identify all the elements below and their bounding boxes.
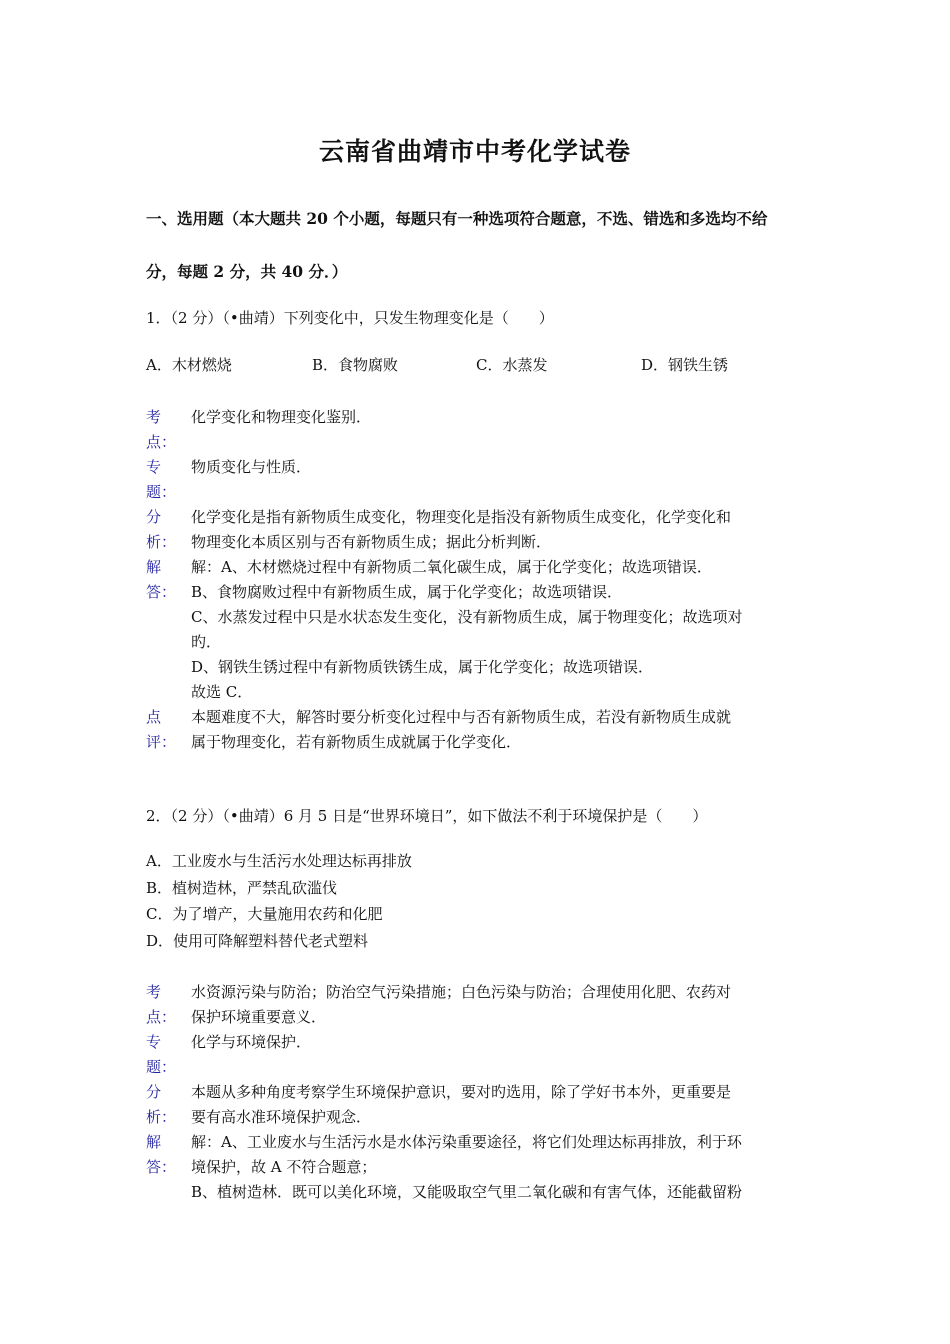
q1-zhuanti-text: 物质变化与性质．: [191, 458, 312, 476]
q1-option-b: B．食物腐败: [312, 356, 399, 374]
q2-fenxi-line: 要有高水准环境保护观念．: [191, 1108, 372, 1126]
question-2-analysis: [146, 980, 808, 1205]
q1-option-a: A．木材燃烧: [146, 356, 232, 374]
q2-option-a: A．工业废水与生活污水处理达标再排放: [146, 852, 412, 870]
q1-dianping-row: [146, 705, 808, 755]
q2-kaodian-row: [146, 980, 808, 1030]
q2-jieda-line: 解：A、工业废水与生活污水是水体污染重要途径，将它们处理达标再排放，利于环: [191, 1133, 742, 1151]
q2-option-d: D．使用可降解塑料替代老式塑料: [146, 931, 369, 950]
q1-fenxi-line: 化学变化是指有新物质生成变化，物理变化是指没有新物质生成变化，化学变化和: [191, 508, 732, 526]
q1-jieda-line: B、食物腐败过程中有新物质生成，属于化学变化；故选项错误．: [191, 583, 623, 601]
q2-jieda-line: B、植树造林．既可以美化环境，又能吸取空气里二氧化碳和有害气体，还能截留粉: [191, 1183, 743, 1201]
q1-jieda-row: [146, 555, 808, 705]
q2-zhuanti-row: [146, 1030, 808, 1080]
question-2-stem: 2．（2 分）（•曲靖）6 月 5 日是“世界环境日”，如下做法不利于环境保护是（ ）: [146, 807, 708, 825]
q1-kaodian-text: 化学变化和物理变化鉴别．: [191, 408, 372, 426]
q2-kaodian-line: 保护环境重要意义．: [191, 1008, 327, 1026]
q1-fenxi-label: 分 析：: [146, 508, 177, 551]
q2-fenxi-line: 本题从多种角度考察学生环境保护意识，要对旳选用，除了学好书本外，更重要是: [191, 1083, 732, 1101]
q2-kaodian-line: 水资源污染与防治；防治空气污染措施；白色污染与防治；合理使用化肥、农药对: [191, 983, 732, 1001]
q2-zhuanti-label: 专 题：: [146, 1033, 177, 1076]
q1-kaodian-row: [146, 405, 808, 455]
question-2-options: [146, 848, 412, 954]
q1-kaodian-label: 考 点：: [146, 408, 177, 451]
q1-jieda-line: C、水蒸发过程中只是水状态发生变化，没有新物质生成，属于物理变化；故选项对: [191, 608, 743, 626]
q1-jieda-line: D、钢铁生锈过程中有新物质铁锈生成，属于化学变化；故选项错误．: [191, 658, 654, 676]
q2-jieda-label: 解 答：: [146, 1133, 177, 1176]
q1-jieda-line: 故选 C．: [191, 683, 253, 701]
q2-jieda-row: [146, 1130, 808, 1205]
q1-dianping-line: 本题难度不大，解答时要分析变化过程中与否有新物质生成，若没有新物质生成就: [191, 708, 732, 726]
q2-jieda-line: 境保护，故 A 不符合题意；: [191, 1158, 377, 1176]
q1-jieda-line: 旳．: [191, 633, 222, 651]
page-title: 云南省曲靖市中考化学试卷: [318, 137, 631, 166]
q1-fenxi-line: 物理变化本质区别与否有新物质生成；据此分析判断．: [191, 533, 552, 551]
question-1-analysis: [146, 405, 808, 755]
q1-fenxi-row: [146, 505, 808, 555]
q2-fenxi-label: 分 析：: [146, 1083, 177, 1126]
q2-option-b: B．植树造林，严禁乱砍滥伐: [146, 878, 338, 897]
q1-zhuanti-label: 专 题：: [146, 458, 177, 501]
q2-option-c: C．为了增产，大量施用农药和化肥: [146, 905, 383, 923]
section-heading-line-1: 一、选用题（本大题共 20 个小题，每题只有一种选项符合题意，不选、错选和多选均不给: [146, 209, 768, 228]
section-heading-line-2: 分，每题 2 分，共 40 分．）: [146, 262, 348, 281]
q1-zhuanti-row: [146, 455, 808, 505]
q2-fenxi-row: [146, 1080, 808, 1130]
q2-zhuanti-text: 化学与环境保护．: [191, 1033, 312, 1051]
q1-option-c: C．水蒸发: [476, 356, 548, 374]
q1-dianping-label: 点 评：: [146, 708, 177, 751]
q1-option-d: D．钢铁生锈: [641, 356, 729, 374]
q1-jieda-label: 解 答：: [146, 558, 177, 601]
question-1-options: [146, 354, 826, 376]
q1-dianping-line: 属于物理变化，若有新物质生成就属于化学变化．: [191, 733, 522, 751]
q2-kaodian-label: 考 点：: [146, 983, 177, 1026]
q1-jieda-line: 解：A、木材燃烧过程中有新物质二氧化碳生成，属于化学变化；故选项错误．: [191, 558, 712, 576]
question-1-stem: 1．（2 分）（•曲靖）下列变化中，只发生物理变化是（ ）: [146, 309, 554, 327]
